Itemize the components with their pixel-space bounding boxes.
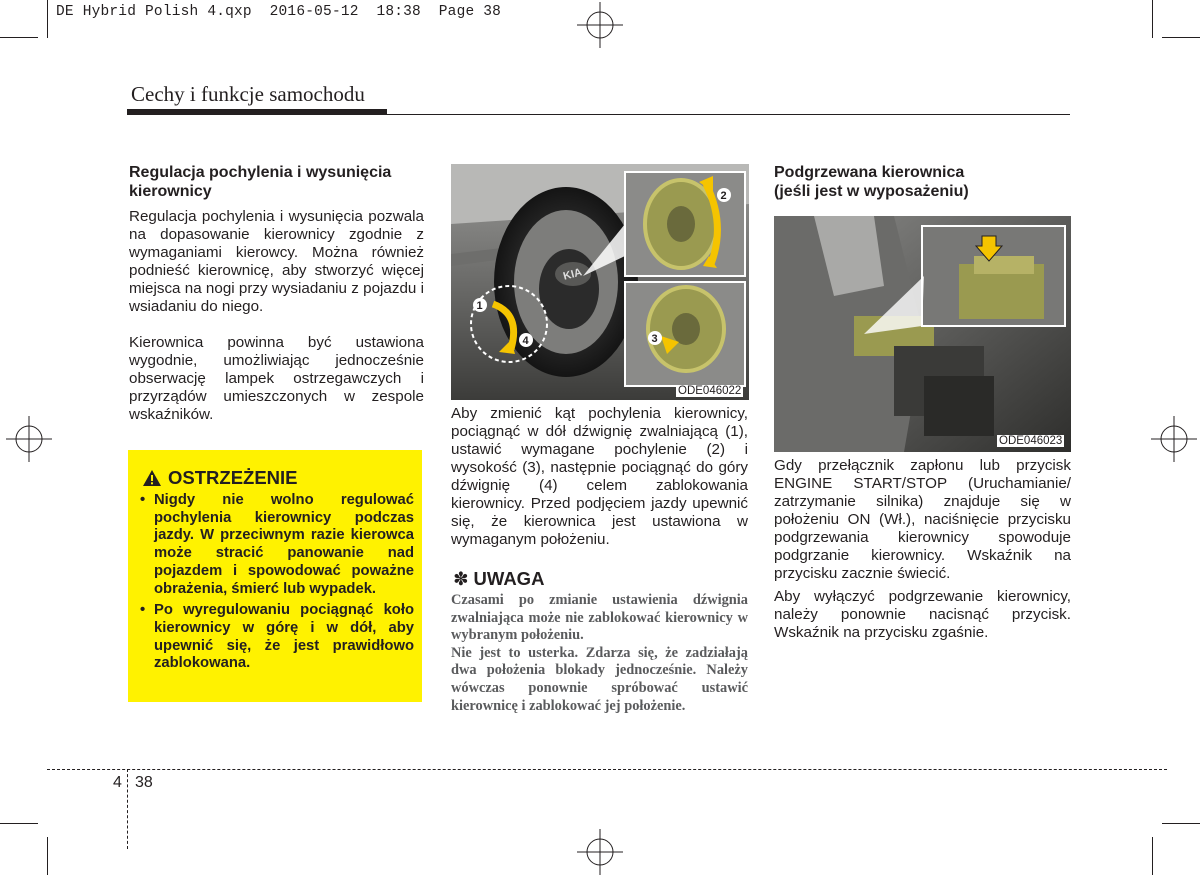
warning-heading xyxy=(142,467,298,489)
figure-code: ODE046022 xyxy=(678,385,742,397)
tilt-section xyxy=(129,163,424,424)
kia-logo: KIA xyxy=(561,266,584,283)
note-paragraph: Nie jest to usterka. Zdarza się, że zadziałają dwa położenia blokady jednocześnie. Należy wówczas ponownie spróbować ustawić kierownicę i zablokować jej położenie. xyxy=(451,644,748,714)
heated-heading-text: Podgrzewana kierownica (jeśli jest w wyposażeniu) xyxy=(774,164,969,200)
chapter-title-rule xyxy=(387,114,1070,115)
note-asterisk-icon: ✽ xyxy=(453,568,469,589)
footer-vertical-dashed-line xyxy=(127,769,128,849)
chapter-title-bar xyxy=(127,109,387,115)
callout-1: 1 xyxy=(476,300,483,312)
tilt-section-heading: Regulacja pochylenia i wysunięcia kierownicy xyxy=(129,164,392,200)
tilt-paragraph: Regulacja pochylenia i wysunięcia pozwala na dopasowanie kierownicy zgodnie z wymaganiami kierowcy. Można również podnieść kierownicę, aby stworzyć więcej miejsca na nogi przy wysiadaniu z pojazdu i wsiadaniu do niego. xyxy=(129,208,424,315)
steering-tilt-figure xyxy=(451,164,749,400)
steering-wheel-illustration xyxy=(451,164,749,400)
warning-item: • Nigdy nie wolno regulować pochylenia kierownicy podczas jazdy. W przeciwnym razie kierowca może stracić panowanie nad pojazdem i spowodować poważne obrażenia, śmierć lub wypadek. xyxy=(140,492,414,598)
heated-steering-figure xyxy=(774,216,1071,452)
callout-3: 3 xyxy=(651,333,658,345)
callout-2: 2 xyxy=(720,190,727,202)
chapter-number: 4 xyxy=(113,774,122,791)
registration-mark-bottom xyxy=(577,829,623,875)
footer-dashed-line xyxy=(47,769,1167,770)
warning-box xyxy=(128,450,422,702)
registration-mark-right xyxy=(1151,416,1197,462)
note-paragraph: Czasami po zmianie ustawienia dźwignia zwalniająca może nie zablokować kierownicy w wybranym położeniu. xyxy=(451,592,748,644)
callout-4: 4 xyxy=(522,335,529,347)
heated-section-text xyxy=(774,457,1071,642)
note-heading xyxy=(453,568,544,590)
chapter-title: Cechy i funkcje samochodu xyxy=(131,82,365,106)
note-title: UWAGA xyxy=(473,568,545,589)
heated-paragraph: Gdy przełącznik zapłonu lub przycisk ENGINE START/STOP (Uruchamianie/ zatrzymanie silnika) znajduje się w położeniu ON (Wł.), naciśnięcie przycisku podgrzewania kierownicy spowoduje podgrzanie kierownicy. Wskaźnik na przycisku zacznie świecić. xyxy=(774,457,1071,582)
warning-triangle-icon xyxy=(142,469,162,487)
warning-title: OSTRZEŻENIE xyxy=(168,467,298,488)
heated-paragraph: Aby wyłączyć podgrzewanie kierownicy, należy ponownie nacisnąć przycisk. Wskaźnik na przycisku zgaśnie. xyxy=(774,588,1071,641)
console-illustration xyxy=(774,216,1071,452)
registration-mark-left xyxy=(6,416,52,462)
registration-mark-top xyxy=(577,2,623,48)
page-number: 38 xyxy=(135,774,153,791)
heated-section-heading xyxy=(774,163,1074,201)
tilt-paragraph: Kierownica powinna być ustawiona wygodnie, umożliwiając jednocześnie obserwację lampek ostrzegawczych i przyrządów umieszczonych w zespole wskaźników. xyxy=(129,334,424,423)
warning-item: • Po wyregulowaniu pociągnąć koło kierownicy w górę i w dół, aby upewnić się, że jest prawidłowo zablokowana. xyxy=(140,602,414,673)
note-body xyxy=(451,592,748,715)
print-slug: DE Hybrid Polish 4.qxp 2016-05-12 18:38 Page 38 xyxy=(56,4,502,20)
tilt-instructions xyxy=(451,405,748,549)
tilt-instructions-text: Aby zmienić kąt pochylenia kierownicy, pociągnąć w dół dźwignię zwalniającą (1), ustawić wymagane pochylenie (2) i wysokość (3), następnie pociągnąć do góry dźwignię (4) celem zablokowania kierownicy. Przed podjęciem jazdy upewnić się, że kierownica jest ustawiona w wymaganym położeniu. xyxy=(451,405,748,548)
figure-code: ODE046023 xyxy=(999,435,1063,447)
warning-list xyxy=(140,492,414,677)
